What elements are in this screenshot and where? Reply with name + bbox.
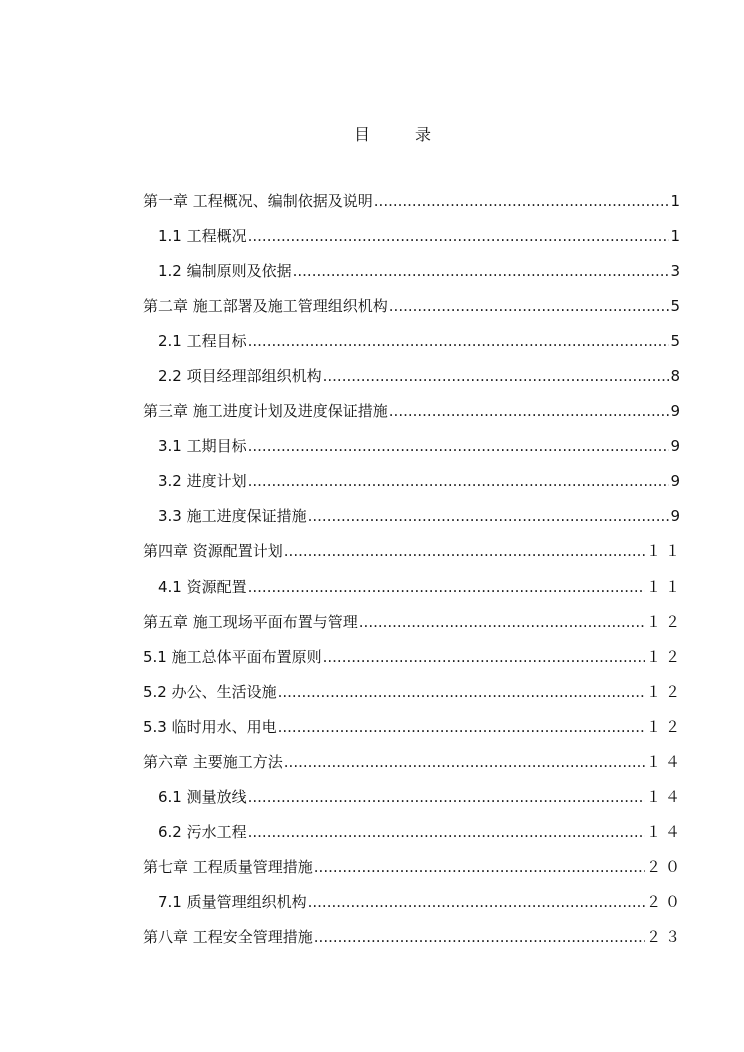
toc-entry-section[interactable]: [143, 504, 684, 539]
toc-leader-dots: [284, 750, 645, 774]
toc-entry-page-number: 9: [670, 402, 684, 421]
toc-entry-label: 2.2 项目经理部组织机构: [158, 367, 322, 386]
toc-entry-label: 5.1 施工总体平面布置原则: [143, 647, 322, 666]
toc-entry-label: 7.1 质量管理组织机构: [158, 892, 307, 911]
toc-entry-section[interactable]: [143, 575, 684, 610]
toc-entry-page-number: １４: [645, 822, 684, 841]
toc-leader-dots: [374, 189, 670, 213]
toc-entry-section[interactable]: [143, 434, 684, 469]
toc-entry-page-number: 8: [670, 367, 684, 386]
toc-entry-page-number: 5: [670, 297, 684, 316]
toc-entry-chapter[interactable]: [143, 399, 684, 434]
toc-entry-page-number: １４: [645, 752, 684, 771]
toc-entry-label: 第一章 工程概况、编制依据及说明: [143, 192, 373, 210]
toc-entry-page-number: １１: [645, 542, 684, 561]
toc-entry-chapter[interactable]: [143, 539, 684, 574]
toc-entry-label: 第八章 工程安全管理措施: [143, 927, 313, 946]
toc-entry-page-number: 9: [670, 472, 684, 491]
toc-leader-dots: [323, 364, 670, 388]
toc-entry-page-number: ２０: [645, 857, 684, 876]
toc-entry-page-number: １２: [645, 647, 684, 666]
toc-leader-dots: [389, 294, 670, 318]
toc-leader-dots: [359, 610, 645, 634]
toc-entry-section[interactable]: [143, 820, 684, 855]
toc-entry-page-number: １２: [645, 682, 684, 701]
toc-entry-chapter[interactable]: [143, 610, 684, 645]
toc-entry-page-number: ２０: [645, 892, 684, 911]
toc-leader-dots: [248, 329, 670, 353]
toc-leader-dots: [248, 820, 645, 844]
toc-entry-section[interactable]: [143, 680, 684, 715]
toc-entry-label: 第三章 施工进度计划及进度保证措施: [143, 402, 388, 421]
toc-entry-page-number: 9: [670, 437, 684, 456]
toc-entry-label: 3.2 进度计划: [158, 472, 247, 491]
toc-entry-section[interactable]: [143, 259, 684, 294]
toc-entry-section[interactable]: [143, 364, 684, 399]
toc-entry-page-number: １２: [645, 612, 684, 631]
toc-entry-chapter[interactable]: [143, 855, 684, 890]
toc-entry-label: 第六章 主要施工方法: [143, 752, 283, 771]
toc-entry-section[interactable]: [143, 224, 684, 259]
toc-leader-dots: [308, 504, 670, 528]
toc-entry-chapter[interactable]: [143, 294, 684, 329]
toc-leader-dots: [308, 890, 645, 914]
toc-leader-dots: [248, 469, 670, 493]
toc-entry-section[interactable]: [143, 890, 684, 925]
toc-entry-page-number: １４: [645, 787, 684, 806]
toc-entry-section[interactable]: [143, 329, 684, 364]
toc-entry-chapter[interactable]: [143, 189, 684, 224]
toc-entry-label: 6.2 污水工程: [158, 822, 247, 841]
toc-leader-dots: [323, 645, 645, 669]
toc-entry-section[interactable]: [143, 715, 684, 750]
toc-entry-page-number: 1: [670, 227, 684, 246]
toc-leader-dots: [278, 715, 645, 739]
toc-entry-label: 5.3 临时用水、用电: [143, 717, 277, 736]
toc-entry-page-number: 1: [670, 192, 684, 210]
toc-leader-dots: [389, 399, 670, 423]
toc-entry-page-number: ２３: [645, 927, 684, 946]
toc-entry-section[interactable]: [143, 785, 684, 820]
toc-entry-page-number: 3: [670, 262, 684, 281]
toc-entry-chapter[interactable]: [143, 925, 684, 960]
toc-leader-dots: [278, 680, 645, 704]
toc-entry-chapter[interactable]: [143, 750, 684, 785]
toc-leader-dots: [248, 434, 670, 458]
toc-entry-label: 3.1 工期目标: [158, 437, 247, 456]
toc-entry-label: 第二章 施工部署及施工管理组织机构: [143, 297, 388, 316]
toc-entry-label: 6.1 测量放线: [158, 787, 247, 806]
toc-entry-label: 第四章 资源配置计划: [143, 542, 283, 561]
toc-entry-label: 第五章 施工现场平面布置与管理: [143, 612, 358, 631]
toc-leader-dots: [248, 785, 645, 809]
toc-entry-label: 3.3 施工进度保证措施: [158, 507, 307, 526]
toc-leader-dots: [314, 925, 645, 949]
toc-entry-label: 1.1 工程概况: [158, 227, 247, 246]
toc-leader-dots: [293, 259, 670, 283]
toc-entry-label: 5.2 办公、生活设施: [143, 682, 277, 701]
toc-entry-label: 2.1 工程目标: [158, 332, 247, 351]
toc-entry-section[interactable]: [143, 469, 684, 504]
toc-entry-page-number: １１: [645, 577, 684, 596]
toc-entry-label: 1.2 编制原则及依据: [158, 262, 292, 281]
toc-leader-dots: [284, 539, 645, 563]
toc-leader-dots: [248, 224, 670, 248]
toc-leader-dots: [248, 575, 645, 599]
toc-title: 目 录: [353, 125, 452, 144]
toc-list: [143, 189, 684, 960]
toc-entry-section[interactable]: [143, 645, 684, 680]
toc-entry-label: 4.1 资源配置: [158, 577, 247, 596]
toc-entry-page-number: 9: [670, 507, 684, 526]
toc-entry-page-number: 5: [670, 332, 684, 351]
toc-leader-dots: [314, 855, 645, 879]
toc-entry-label: 第七章 工程质量管理措施: [143, 857, 313, 876]
toc-entry-page-number: １２: [645, 717, 684, 736]
